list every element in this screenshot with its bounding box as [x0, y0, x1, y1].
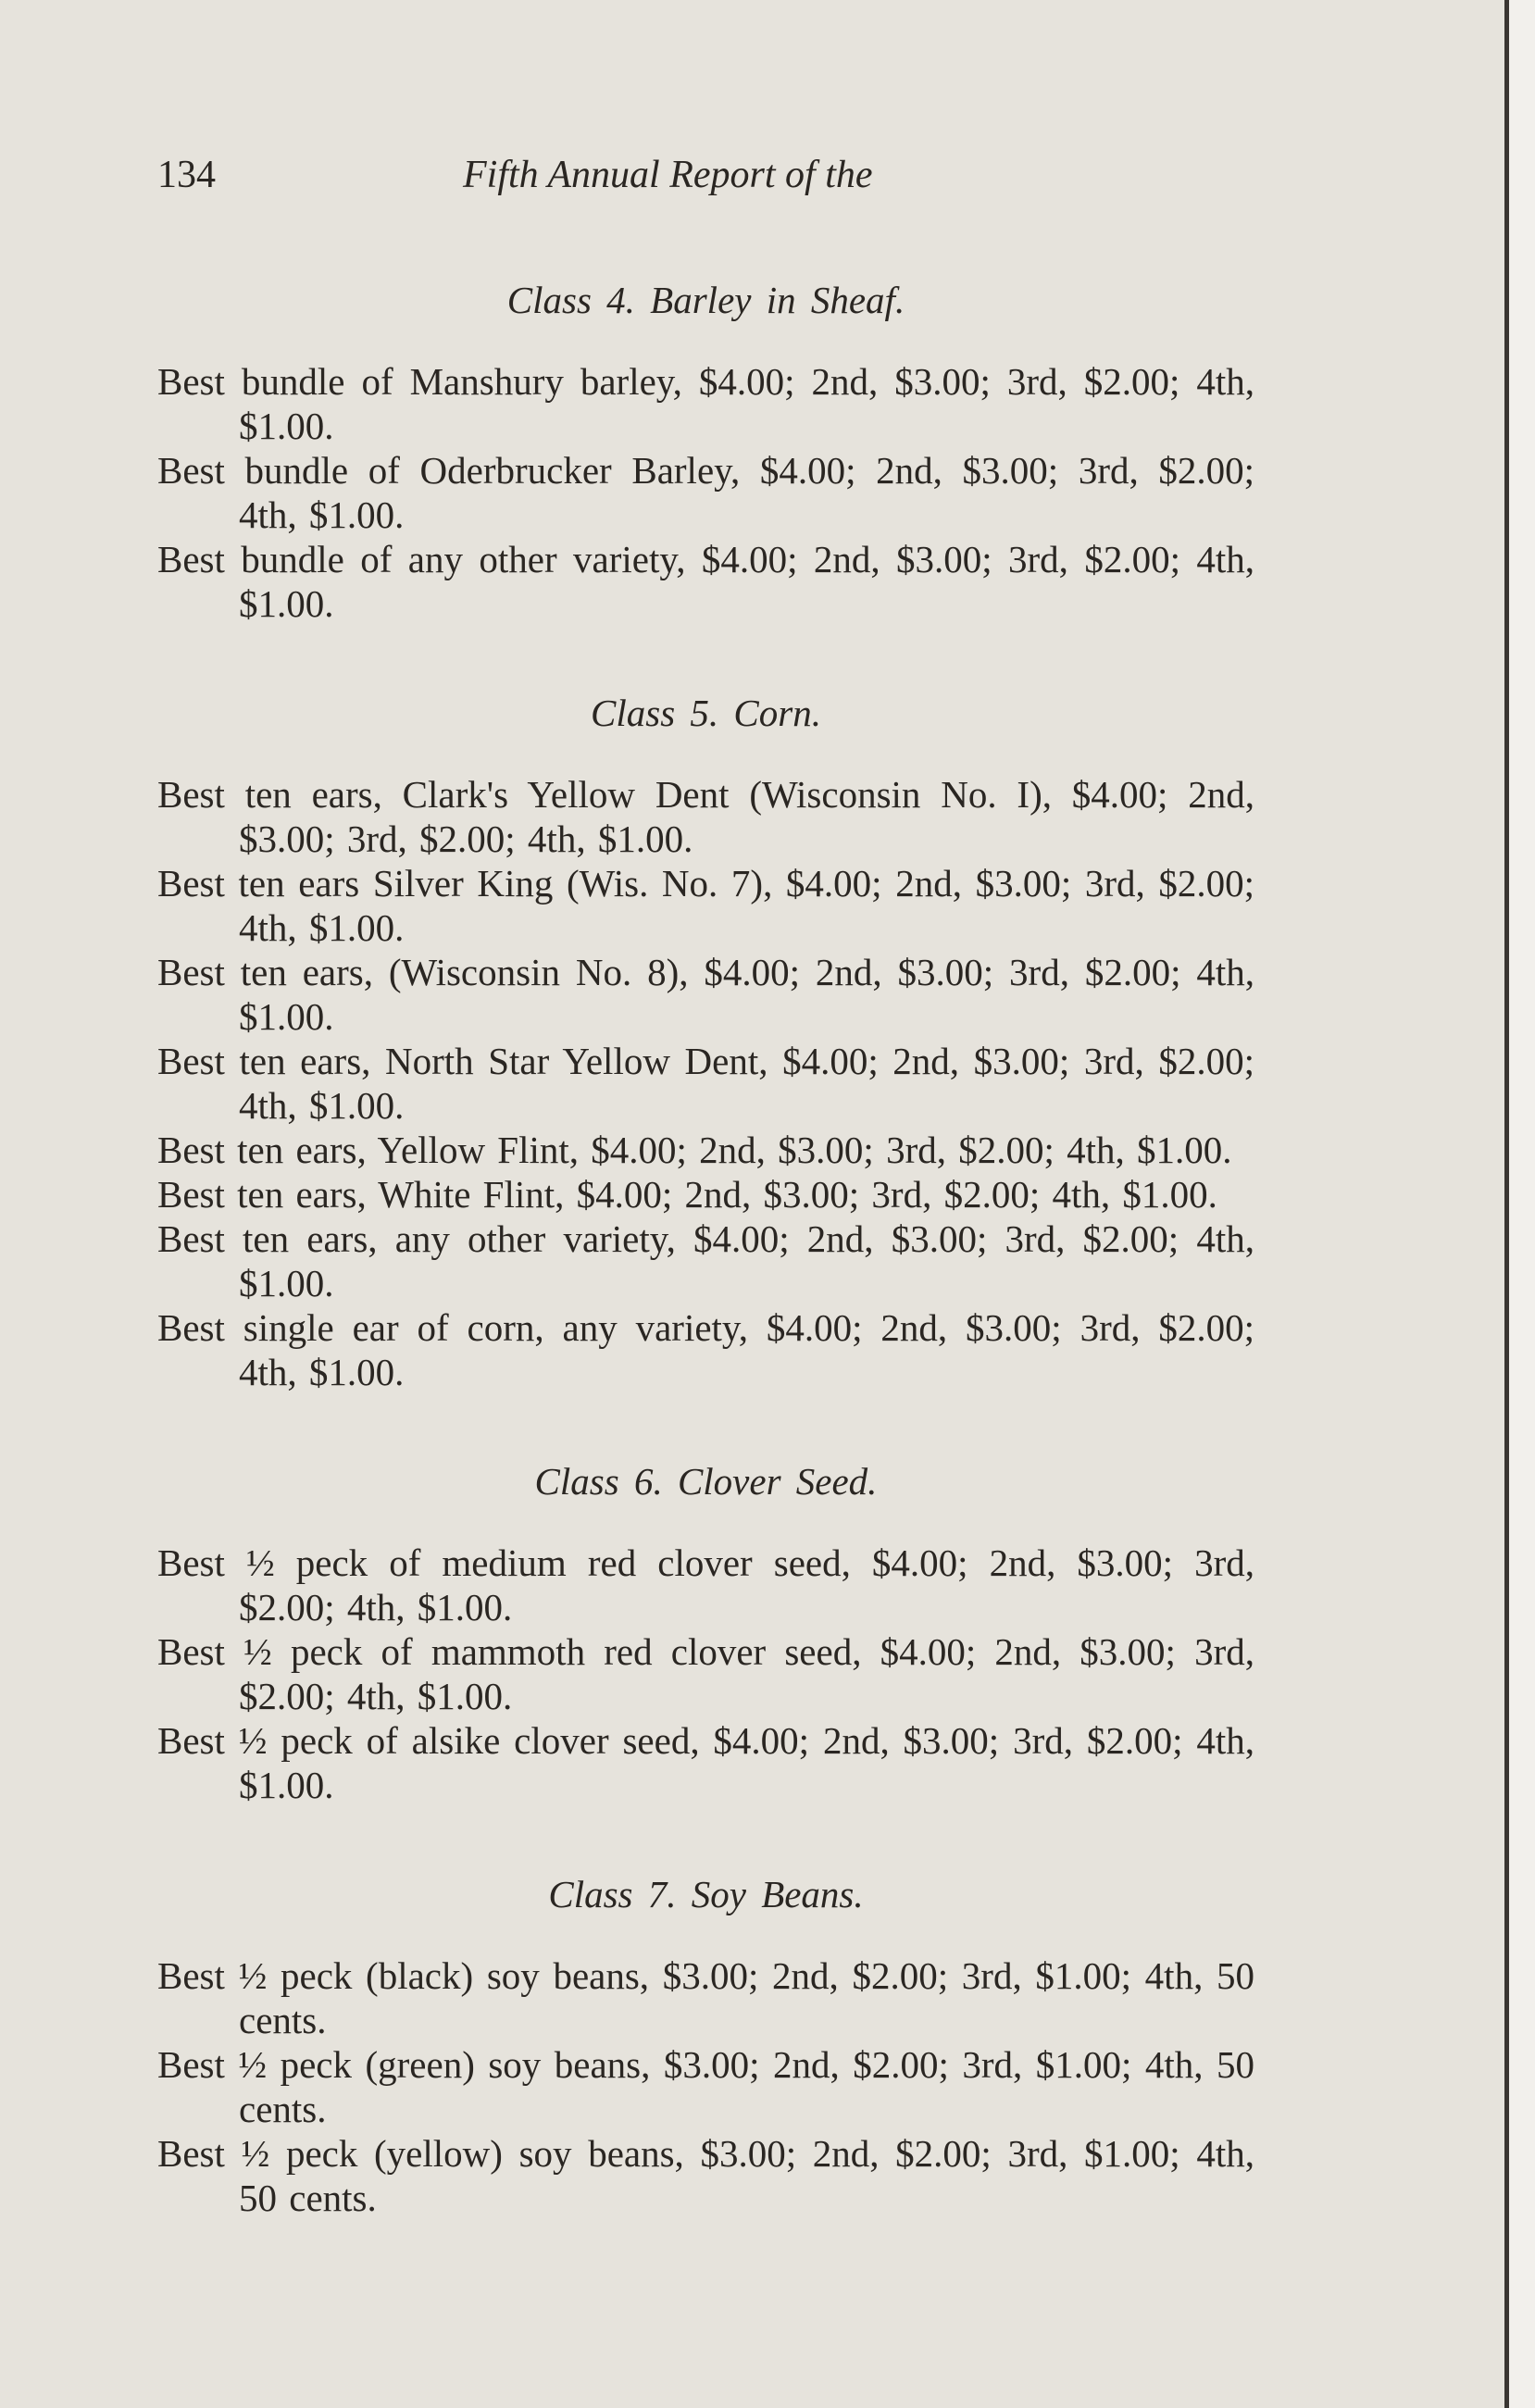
- section-title: Class 5. Corn.: [591, 692, 821, 734]
- page-edge-line: [1504, 0, 1509, 2408]
- section-corn: [157, 691, 1254, 1394]
- running-title: Fifth Annual Report of the: [463, 154, 873, 196]
- section-barley: [157, 278, 1254, 626]
- prize-entry: Best ten ears, (Wisconsin No. 8), $4.00; 2nd, $3.00; 3rd, $2.00; 4th, $1.00.: [157, 951, 1254, 1038]
- document-page: [157, 139, 1254, 2220]
- prize-entry: Best bundle of Oderbrucker Barley, $4.00; 2nd, $3.00; 3rd, $2.00; 4th, $1.00.: [157, 449, 1254, 536]
- prize-entry: Best ten ears, White Flint, $4.00; 2nd, $3.00; 3rd, $2.00; 4th, $1.00.: [157, 1173, 1217, 1216]
- prize-entry: Best ten ears, Clark's Yellow Dent (Wisconsin No. I), $4.00; 2nd, $3.00; 3rd, $2.00; 4th, $1.00.: [157, 773, 1254, 860]
- prize-entry: Best ½ peck of alsike clover seed, $4.00; 2nd, $3.00; 3rd, $2.00; 4th, $1.00.: [157, 1719, 1254, 1806]
- prize-entry: Best bundle of Manshury barley, $4.00; 2nd, $3.00; 3rd, $2.00; 4th, $1.00.: [157, 360, 1254, 447]
- prize-entry: Best ½ peck (green) soy beans, $3.00; 2nd, $2.00; 3rd, $1.00; 4th, 50 cents.: [157, 2043, 1254, 2130]
- section-title: Class 6. Clover Seed.: [534, 1460, 878, 1503]
- running-head: [157, 139, 1254, 213]
- page-margin: [1509, 0, 1535, 2408]
- prize-entry: Best ten ears Silver King (Wis. No. 7), $4.00; 2nd, $3.00; 3rd, $2.00; 4th, $1.00.: [157, 862, 1254, 949]
- prize-entry: Best bundle of any other variety, $4.00; 2nd, $3.00; 3rd, $2.00; 4th, $1.00.: [157, 538, 1254, 625]
- prize-entry: Best single ear of corn, any variety, $4.00; 2nd, $3.00; 3rd, $2.00; 4th, $1.00.: [157, 1306, 1254, 1393]
- prize-entry: Best ten ears, North Star Yellow Dent, $4.00; 2nd, $3.00; 3rd, $2.00; 4th, $1.00.: [157, 1040, 1254, 1127]
- page-number: 134: [157, 154, 216, 196]
- section-soy-beans: [157, 1872, 1254, 2220]
- prize-entry: Best ten ears, Yellow Flint, $4.00; 2nd, $3.00; 3rd, $2.00; 4th, $1.00.: [157, 1129, 1232, 1171]
- prize-entry: Best ½ peck of medium red clover seed, $4.00; 2nd, $3.00; 3rd, $2.00; 4th, $1.00.: [157, 1541, 1254, 1628]
- prize-entry: Best ½ peck (yellow) soy beans, $3.00; 2nd, $2.00; 3rd, $1.00; 4th, 50 cents.: [157, 2132, 1254, 2219]
- section-clover-seed: [157, 1459, 1254, 1807]
- prize-entry: Best ten ears, any other variety, $4.00; 2nd, $3.00; 3rd, $2.00; 4th, $1.00.: [157, 1217, 1254, 1304]
- section-title: Class 4. Barley in Sheaf.: [506, 279, 905, 321]
- prize-entry: Best ½ peck of mammoth red clover seed, $4.00; 2nd, $3.00; 3rd, $2.00; 4th, $1.00.: [157, 1630, 1254, 1717]
- prize-entry: Best ½ peck (black) soy beans, $3.00; 2nd, $2.00; 3rd, $1.00; 4th, 50 cents.: [157, 1954, 1254, 2041]
- section-title: Class 7. Soy Beans.: [548, 1873, 864, 1915]
